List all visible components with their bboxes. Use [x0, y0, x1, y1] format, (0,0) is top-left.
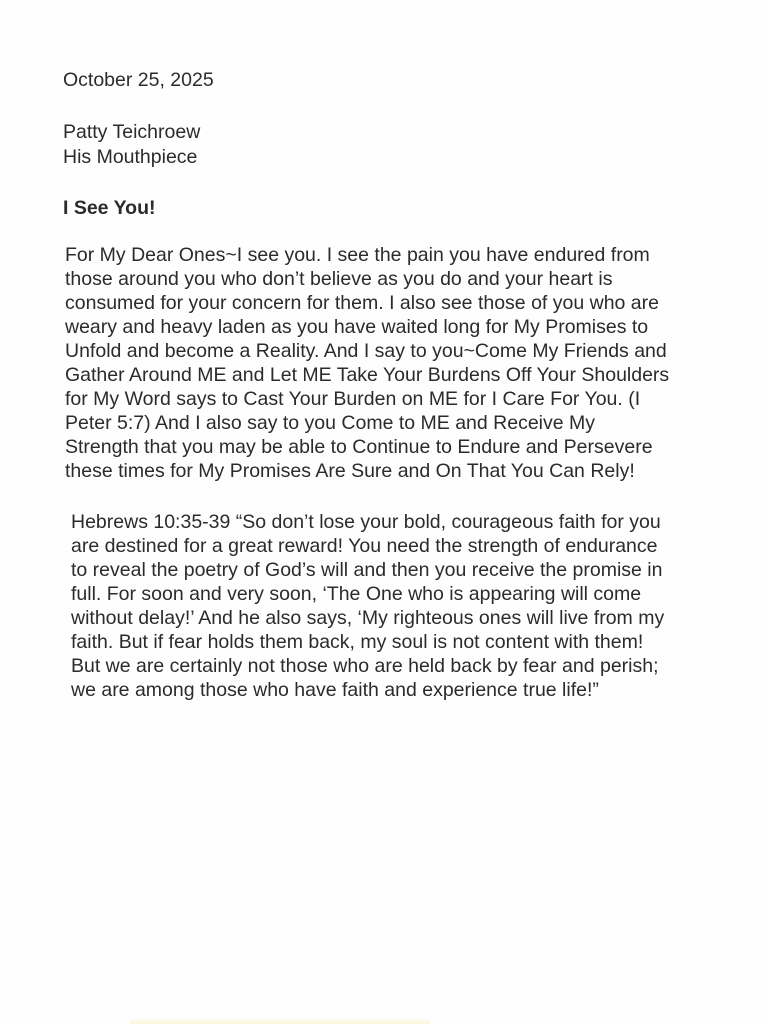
paragraph-line: For My Dear Ones~I see you. I see the pain you have endured from: [65, 244, 650, 266]
author-block: [63, 120, 200, 170]
scan-artifact: [130, 1018, 430, 1024]
author-name: Patty Teichroew: [63, 121, 201, 143]
paragraph-line: consumed for your concern for them. I also see those of you who are: [65, 292, 659, 314]
letter-date: October 25, 2025: [63, 69, 214, 91]
paragraph-line: Unfold and become a Reality. And I say to you~Come My Friends and: [65, 340, 667, 362]
paragraph-line: Hebrews 10:35-39 “So don’t lose your bold, courageous faith for you: [71, 511, 661, 533]
letter-title: I See You!: [63, 197, 156, 219]
paragraph-line: But we are certainly not those who are held back by fear and perish;: [71, 655, 659, 677]
paragraph-line: to reveal the poetry of God’s will and then you receive the promise in: [71, 559, 663, 581]
paragraph-line: these times for My Promises Are Sure and On That You Can Rely!: [65, 460, 635, 482]
paragraph-line: weary and heavy laden as you have waited long for My Promises to: [65, 316, 649, 338]
paragraph-line: Peter 5:7) And I also say to you Come to ME and Receive My: [65, 412, 596, 434]
message-paragraph: [65, 243, 745, 483]
scripture-paragraph: [71, 510, 751, 702]
paragraph-line: are destined for a great reward! You need the strength of endurance: [71, 535, 658, 557]
paragraph-line: we are among those who have faith and experience true life!”: [71, 679, 599, 701]
paragraph-line: Strength that you may be able to Continue to Endure and Persevere: [65, 436, 653, 458]
paragraph-line: full. For soon and very soon, ‘The One who is appearing will come: [71, 583, 642, 605]
author-role: His Mouthpiece: [63, 146, 198, 168]
paragraph-line: those around you who don’t believe as you do and your heart is: [65, 268, 613, 290]
paragraph-line: without delay!’ And he also says, ‘My righteous ones will live from my: [71, 607, 665, 629]
paragraph-line: Gather Around ME and Let ME Take Your Burdens Off Your Shoulders: [65, 364, 670, 386]
paragraph-line: faith. But if fear holds them back, my soul is not content with them!: [71, 631, 644, 653]
paragraph-line: for My Word says to Cast Your Burden on ME for I Care For You. (I: [65, 388, 641, 410]
